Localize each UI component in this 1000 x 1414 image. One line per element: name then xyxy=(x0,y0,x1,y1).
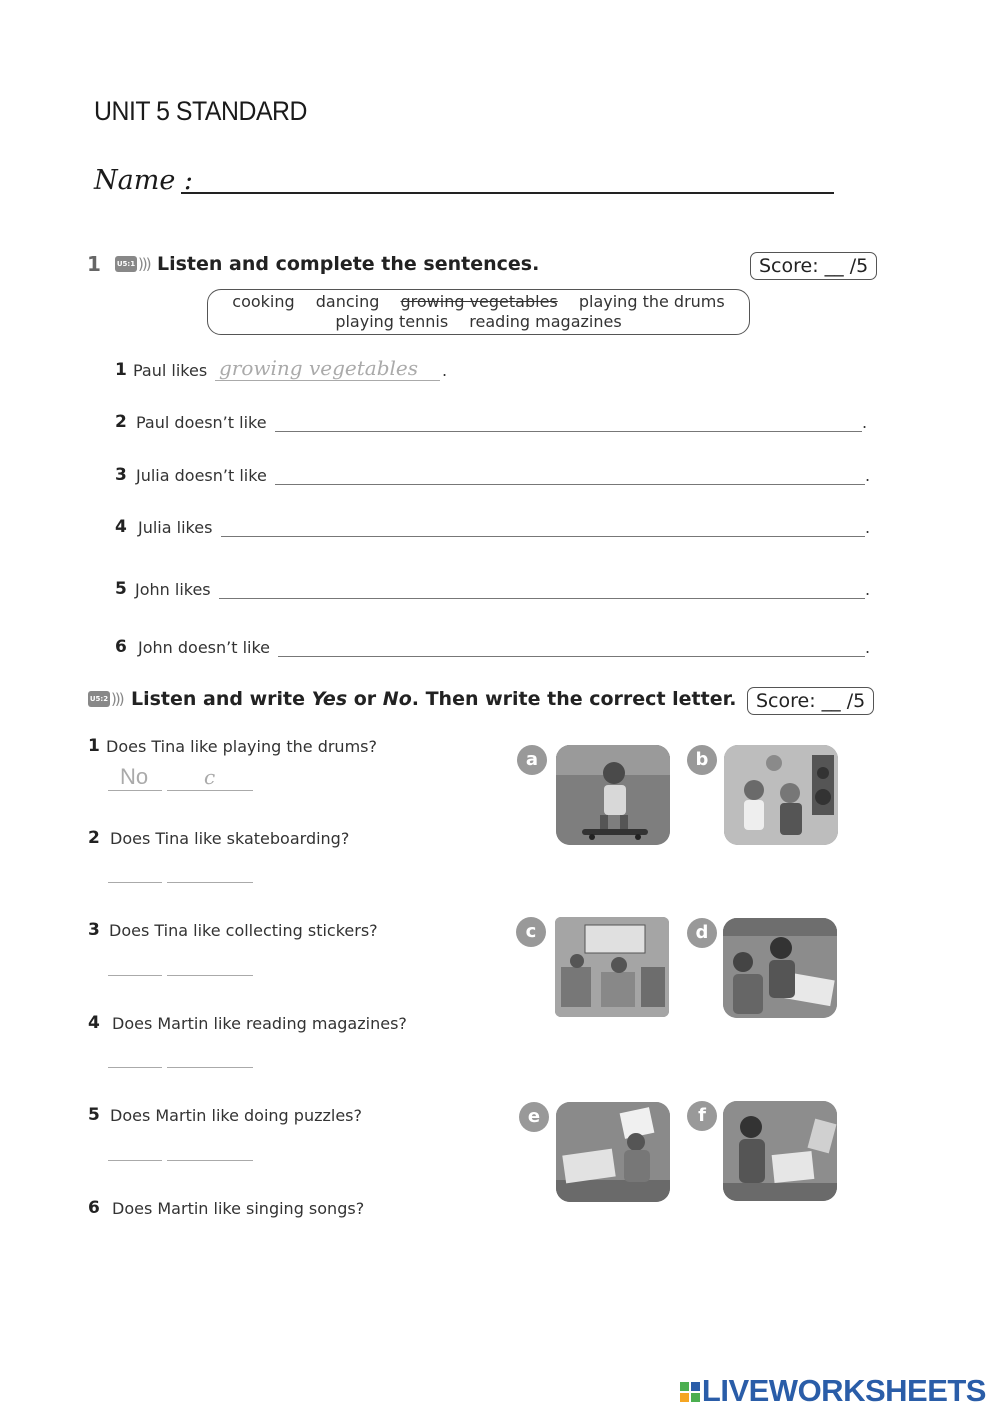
example-answer: growing vegetables xyxy=(219,356,418,380)
letter-input-line[interactable] xyxy=(167,1160,253,1161)
item-number: 3 xyxy=(88,920,100,940)
item-text: Julia doesn’t like xyxy=(136,466,267,485)
section2-score: Score: __ /5 xyxy=(747,687,874,715)
item-text: Julia likes xyxy=(138,518,213,537)
logo-text: LIVEWORKSHEETS xyxy=(701,1373,986,1408)
section1-number: 1 xyxy=(87,252,101,276)
music-illustration xyxy=(724,745,838,845)
audio-icon[interactable] xyxy=(115,254,151,276)
picture-label: e xyxy=(519,1102,549,1132)
liveworksheets-logo[interactable] xyxy=(680,1373,986,1409)
yes-no-input-line[interactable] xyxy=(108,975,162,976)
answer-line xyxy=(108,790,162,791)
period: . xyxy=(442,361,448,380)
picture-b-music xyxy=(724,745,838,845)
yes-no-input-line[interactable] xyxy=(108,1160,162,1161)
picture-label: d xyxy=(687,918,717,948)
picture-label: c xyxy=(516,917,546,947)
word-bank-item: playing tennis xyxy=(335,312,449,331)
yes-no-input-line[interactable] xyxy=(108,1067,162,1068)
item-number: 4 xyxy=(115,517,127,537)
item-number: 5 xyxy=(115,579,127,599)
instruction-part: . Then write the correct letter. xyxy=(411,688,737,710)
answer-input-line[interactable] xyxy=(275,431,862,432)
question-text: Does Martin like doing puzzles? xyxy=(110,1106,363,1125)
section1-instruction: Listen and complete the sentences. xyxy=(157,253,540,275)
answer-line xyxy=(167,790,253,791)
speaker-waves-icon: ))) xyxy=(138,255,150,273)
instruction-part: or xyxy=(347,688,383,710)
instruction-no: No xyxy=(382,688,412,710)
answer-input-line[interactable] xyxy=(278,656,865,657)
section1-score: Score: __ /5 xyxy=(750,252,877,280)
example-answer-letter: c xyxy=(204,765,216,789)
question-text: Does Tina like playing the drums? xyxy=(106,737,377,756)
magazine-illustration xyxy=(556,1102,670,1202)
answer-input-line[interactable] xyxy=(275,484,865,485)
speaker-waves-icon: ))) xyxy=(111,690,123,708)
period: . xyxy=(865,518,871,537)
name-label: Name : xyxy=(94,165,193,196)
letter-input-line[interactable] xyxy=(167,1067,253,1068)
yes-no-input-line[interactable] xyxy=(108,882,162,883)
audio-icon[interactable] xyxy=(88,689,124,711)
word-bank-item-used: growing vegetables xyxy=(400,292,558,311)
answer-input-line[interactable] xyxy=(221,536,865,537)
period: . xyxy=(865,580,871,599)
question-text: Does Tina like skateboarding? xyxy=(110,829,350,848)
item-number: 6 xyxy=(115,637,127,657)
stickers-illustration xyxy=(723,918,837,1018)
picture-label: f xyxy=(687,1101,717,1131)
item-number: 1 xyxy=(115,360,127,380)
item-text: Paul likes xyxy=(133,361,208,380)
word-bank-item: reading magazines xyxy=(469,312,622,331)
letter-input-line[interactable] xyxy=(167,882,253,883)
word-bank-item: playing the drums xyxy=(578,292,725,311)
picture-label: a xyxy=(517,745,547,775)
period: . xyxy=(865,466,871,485)
item-number: 2 xyxy=(115,412,127,432)
item-text: John doesn’t like xyxy=(138,638,271,657)
instruction-part: Listen and write xyxy=(131,688,312,710)
picture-e-magazine xyxy=(556,1102,670,1202)
period: . xyxy=(865,638,871,657)
section2-instruction xyxy=(131,688,736,710)
picture-c-classroom xyxy=(555,917,669,1017)
letter-input-line[interactable] xyxy=(167,975,253,976)
picture-d-stickers xyxy=(723,918,837,1018)
word-bank-item: dancing xyxy=(315,292,380,311)
audio-code: U5:1 xyxy=(115,256,137,272)
classroom-illustration xyxy=(555,917,669,1017)
item-number: 2 xyxy=(88,828,100,848)
logo-icon xyxy=(680,1382,700,1402)
picture-a-skateboarder xyxy=(556,745,670,845)
picture-label: b xyxy=(687,745,717,775)
skateboard-illustration xyxy=(556,745,670,845)
instruction-yes: Yes xyxy=(311,688,348,710)
question-text: Does Tina like collecting stickers? xyxy=(109,921,378,940)
picture-f-puzzle xyxy=(723,1101,837,1201)
item-number: 4 xyxy=(88,1013,100,1033)
name-input-line[interactable] xyxy=(181,192,834,194)
word-bank-item: cooking xyxy=(232,292,295,311)
item-number: 5 xyxy=(88,1105,100,1125)
item-number: 1 xyxy=(88,736,100,756)
item-text: John likes xyxy=(135,580,211,599)
audio-code: U5:2 xyxy=(88,691,110,707)
period: . xyxy=(862,413,868,432)
example-answer-yesno: No xyxy=(120,764,149,789)
item-number: 3 xyxy=(115,465,127,485)
word-bank xyxy=(207,289,750,335)
page-title: UNIT 5 STANDARD xyxy=(94,96,308,126)
item-text: Paul doesn’t like xyxy=(136,413,267,432)
puzzle-illustration xyxy=(723,1101,837,1201)
answer-input-line[interactable] xyxy=(219,598,865,599)
answer-line xyxy=(215,380,440,381)
item-number: 6 xyxy=(88,1198,100,1218)
question-text: Does Martin like singing songs? xyxy=(112,1199,365,1218)
question-text: Does Martin like reading magazines? xyxy=(112,1014,407,1033)
